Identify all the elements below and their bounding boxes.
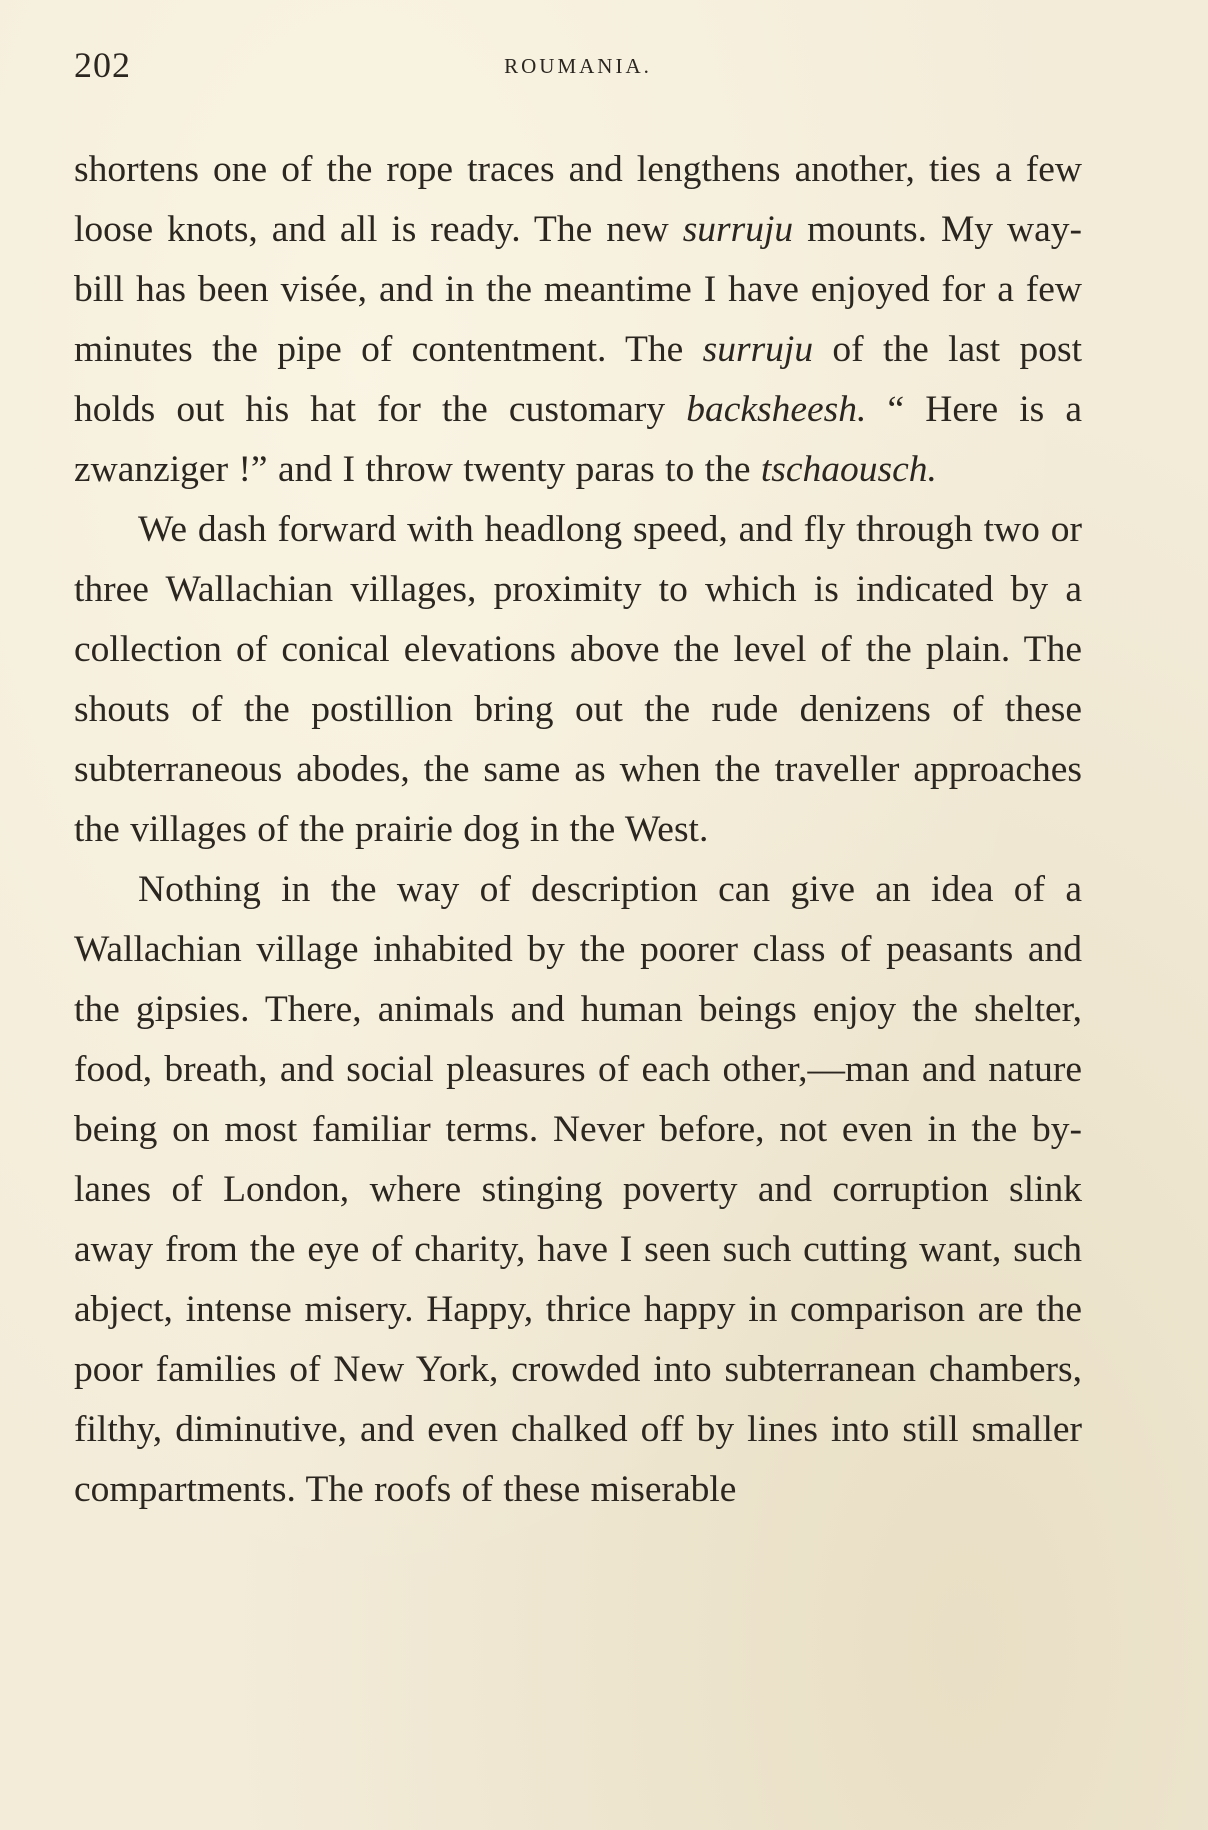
text-run: Nothing in the way of description can give an idea of a Wallachian village inhabited by the poorer class of peasants and the gipsies. There, animals and human beings enjoy the shelter, food, breath, and social pleasures of each other,—man and nature being on most familiar terms. Never before, not even in the by-lanes of London, where stinging poverty and corruption slink away from the eye of charity, have I seen such cutting want, such abject, intense misery. Happy, thrice happy in comparison are the poor families of New York, crowded into subterranean chambers, filthy, diminutive, and even chalked off by lines into still smaller compartments. The roofs of these miserable bbox=[74, 869, 1082, 1510]
paragraph bbox=[74, 860, 1082, 1520]
italic-term: tschaousch. bbox=[760, 449, 937, 490]
running-head bbox=[74, 44, 1082, 96]
text-run: “ Here is a zwanziger !” and I throw twenty paras to the bbox=[74, 389, 1082, 490]
book-page bbox=[74, 44, 1082, 1520]
text-run: shortens one of the rope traces and lengthens another, ties a few loose knots, and all is ready. The new bbox=[74, 149, 1082, 250]
paragraph bbox=[74, 500, 1082, 860]
text-run: We dash forward with headlong speed, and fly through two or three Wallachian villages, proximity to which is indicated by a collection of conical elevations above the level of the plain. The shouts of the postillion bring out the rude denizens of these subterraneous abodes, the same as when the traveller approaches the villages of the prairie dog in the West. bbox=[74, 509, 1082, 850]
italic-term: surruju bbox=[682, 209, 794, 250]
text-run: mounts. My way-bill has been visée, and in the meantime I have enjoyed for a few minutes the pipe of contentment. The bbox=[74, 209, 1082, 370]
page-number: 202 bbox=[74, 45, 131, 85]
text-run: of the last post holds out his hat for the customary bbox=[74, 329, 1083, 430]
italic-term: surruju bbox=[702, 329, 814, 370]
paragraph bbox=[74, 140, 1082, 500]
body-text bbox=[74, 140, 1082, 1520]
italic-term: backsheesh. bbox=[686, 389, 867, 430]
running-title: ROUMANIA. bbox=[504, 54, 652, 78]
